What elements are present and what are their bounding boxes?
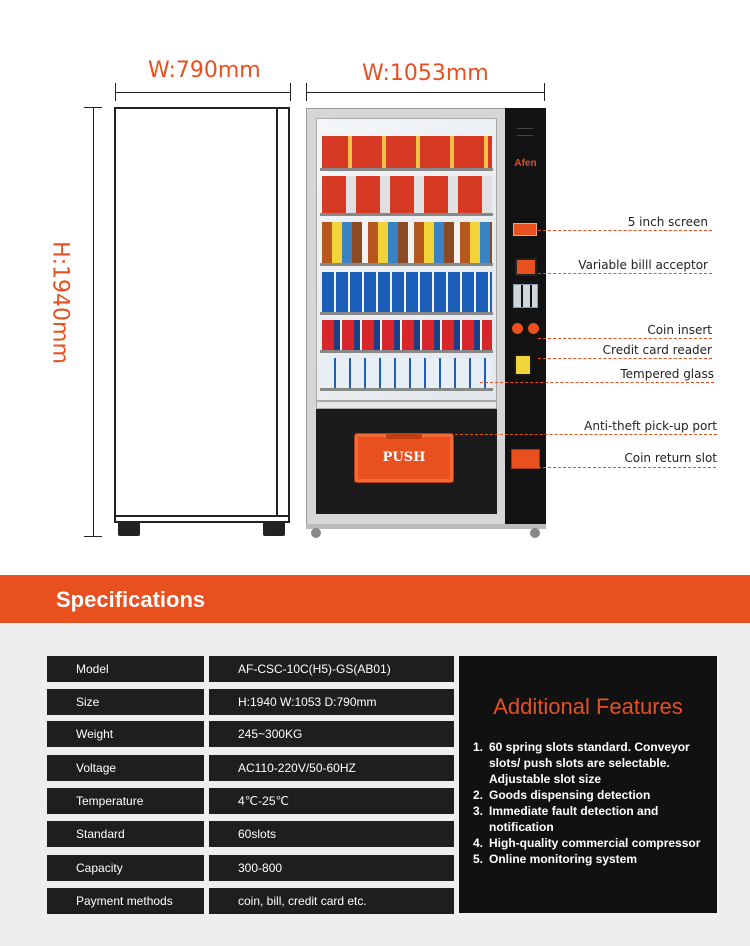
spec-label: Size [47, 689, 204, 715]
callout-line-card-reader [538, 358, 712, 359]
front-width-label: W:1053mm [362, 61, 489, 86]
callout-line-screen [538, 230, 712, 231]
side-width-tick-left [115, 83, 116, 101]
product-row-cans-5 [322, 320, 492, 350]
shelf-6 [320, 388, 493, 391]
credit-card-reader[interactable] [514, 354, 532, 376]
spec-label: Capacity [47, 855, 204, 881]
height-label: H:1940mm [47, 241, 73, 364]
spec-label: Standard [47, 821, 204, 847]
callout-pickup-port: Anti-theft pick-up port [584, 419, 717, 433]
bill-acceptor[interactable] [515, 258, 537, 276]
glass-inner-frame [316, 401, 497, 409]
machine-side-foot-left [118, 521, 140, 536]
spec-label: Weight [47, 721, 204, 747]
feature-item: 3. Immediate fault detection and notification [473, 804, 659, 834]
callout-bill-acceptor: Variable billl acceptor [578, 258, 708, 272]
additional-features-panel [459, 656, 717, 913]
callout-line-coin-return [538, 467, 716, 468]
specifications-banner [0, 575, 750, 623]
machine-side-view [114, 107, 290, 517]
spec-value: H:1940 W:1053 D:790mm [209, 689, 454, 715]
screen [513, 223, 537, 236]
front-width-tick-right [544, 83, 545, 101]
side-width-tick-right [290, 83, 291, 101]
shelf-1 [320, 168, 493, 171]
shelf-3 [320, 263, 493, 266]
height-tick-top [84, 107, 102, 108]
shelf-5 [320, 350, 493, 353]
machine-side-back-panel [276, 109, 288, 515]
spec-value: AF-CSC-10C(H5)-GS(AB01) [209, 656, 454, 682]
product-row-snacks-1 [322, 136, 492, 168]
additional-features-title: Additional Features [493, 694, 683, 719]
front-width-line [306, 92, 545, 93]
shelf-4 [320, 312, 493, 315]
height-line [93, 107, 94, 537]
spec-value: 4℃-25℃ [209, 788, 454, 814]
spec-label: Payment methods [47, 888, 204, 914]
feature-list [473, 739, 717, 867]
callout-coin-insert: Coin insert [647, 323, 712, 337]
feature-item: 1. 60 spring slots standard. Conveyor slots/ push slots are selectable. Adjustable slot size [473, 740, 690, 786]
side-width-label: W:790mm [148, 58, 261, 83]
machine-front-base [306, 524, 546, 529]
machine-front-foot-right [530, 528, 540, 538]
height-tick-bottom [84, 536, 102, 537]
spec-value: 300-800 [209, 855, 454, 881]
spec-label: Temperature [47, 788, 204, 814]
brand-logo: Afen [514, 158, 537, 169]
callout-line-tempered-glass [480, 382, 714, 383]
callout-tempered-glass: Tempered glass [620, 367, 714, 381]
coin-insert-button-right[interactable] [528, 323, 539, 334]
spec-value: 245~300KG [209, 721, 454, 747]
spec-value: AC110-220V/50-60HZ [209, 755, 454, 781]
feature-item: 2. Goods dispensing detection [473, 788, 651, 802]
product-row-snacks-2 [322, 176, 492, 213]
specifications-title: Specifications [56, 587, 206, 612]
product-row-bottles-3 [322, 222, 492, 263]
side-width-line [115, 92, 291, 93]
keypad[interactable] [513, 284, 538, 308]
push-label: PUSH [382, 450, 426, 465]
product-row-bottles-4 [322, 272, 492, 312]
product-row-cans-6 [322, 358, 492, 388]
speaker-grille-icon [517, 128, 533, 136]
feature-item: 4. High-quality commercial compressor [473, 836, 701, 850]
spec-value: 60slots [209, 821, 454, 847]
spec-value: coin, bill, credit card etc. [209, 888, 454, 914]
callout-screen: 5 inch screen [627, 215, 708, 229]
machine-side-foot-right [263, 521, 285, 536]
machine-front-foot-left [311, 528, 321, 538]
callout-line-coin-insert [538, 338, 712, 339]
callout-line-pickup-port [455, 434, 717, 435]
callout-line-bill-acceptor [538, 273, 712, 274]
coin-insert-button-left[interactable] [512, 323, 523, 334]
spec-label: Voltage [47, 755, 204, 781]
callout-coin-return: Coin return slot [624, 451, 717, 465]
front-width-tick-left [306, 83, 307, 101]
feature-item: 5. Online monitoring system [473, 852, 638, 866]
callout-card-reader: Credit card reader [602, 343, 712, 357]
spec-label: Model [47, 656, 204, 682]
push-door-handle [386, 433, 422, 439]
coin-return-slot[interactable] [511, 449, 540, 469]
shelf-2 [320, 213, 493, 216]
